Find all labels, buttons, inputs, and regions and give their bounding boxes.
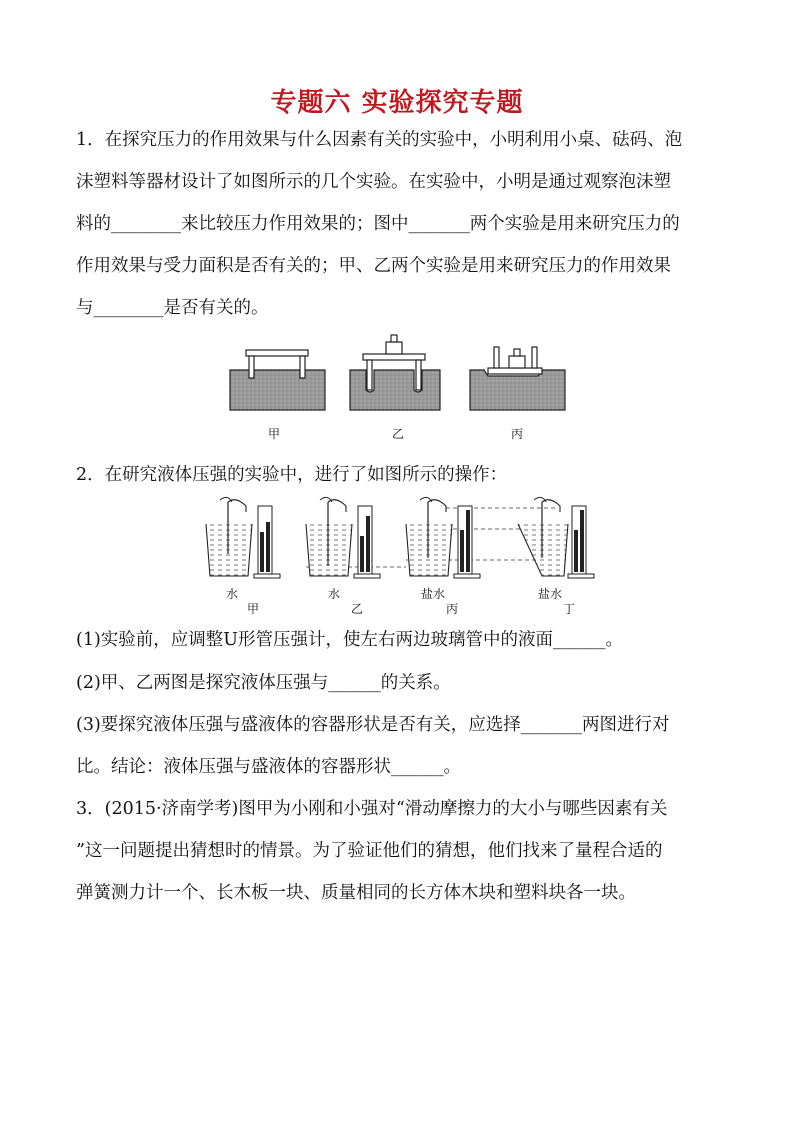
- setup-yi: [306, 497, 380, 578]
- liquid-label-2: 水: [328, 587, 341, 601]
- q2-sub2: (2)甲、乙两图是探究液体压强与______的关系。: [76, 673, 451, 693]
- q1-line-2: 沫塑料等器材设计了如图所示的几个实验。在实验中，小明是通过观察泡沫塑: [76, 172, 671, 192]
- setup-bing: [406, 497, 480, 578]
- caption-bing: 丙: [511, 427, 524, 441]
- q2-sub3-line2: 比。结论：液体压强与盛液体的容器形状______。: [76, 757, 461, 777]
- caption-jia-2: 甲: [247, 602, 260, 616]
- liquid-label-4: 盐水: [538, 587, 563, 601]
- q3-line-3: 弹簧测力计一个、长木板一块、质量相同的长方体木块和塑料块各一块。: [76, 883, 636, 903]
- q2-sub3-line1: (3)要探究液体压强与盛液体的容器形状是否有关，应选择_______两图进行对: [76, 715, 670, 735]
- q3-line-1: 3．(2015·济南学考)图甲为小刚和小强对“滑动摩擦力的大小与哪些因素有关: [76, 799, 668, 819]
- caption-ding-2: 丁: [563, 602, 576, 616]
- setup-bing: [470, 347, 565, 410]
- caption-yi: 乙: [392, 427, 405, 441]
- page-title: 专题六 实验探究专题: [270, 88, 524, 118]
- q3-line-2: ”这一问题提出猜想时的情景。为了验证他们的猜想，他们找来了量程合适的: [76, 841, 663, 861]
- liquid-pressure-figure: [196, 492, 606, 590]
- q1-line-5: 与________是否有关的。: [76, 298, 269, 318]
- caption-bing-2: 丙: [446, 602, 459, 616]
- caption-yi-2: 乙: [351, 602, 364, 616]
- setup-yi: [350, 335, 440, 410]
- q2-sub1: (1)实验前，应调整U形管压强计，使左右两边玻璃管中的液面______。: [76, 630, 624, 650]
- setup-jia: [206, 497, 280, 578]
- liquid-label-3: 盐水: [421, 587, 446, 601]
- q1-line-4: 作用效果与受力面积是否有关的；甲、乙两个实验是用来研究压力的作用效果: [76, 256, 671, 276]
- q1-line-1: 1．在探究压力的作用效果与什么因素有关的实验中，小明利用小桌、砝码、泡: [76, 130, 683, 150]
- q1-line-3: 料的________来比较压力作用效果的；图中_______两个实验是用来研究压力的: [76, 214, 680, 234]
- q2-intro: 2．在研究液体压强的实验中，进行了如图所示的操作：: [76, 465, 508, 485]
- setup-ding: [518, 497, 594, 578]
- caption-jia: 甲: [268, 427, 281, 441]
- liquid-label-1: 水: [226, 587, 239, 601]
- pressure-experiment-figure: [226, 330, 576, 415]
- setup-jia: [230, 350, 325, 410]
